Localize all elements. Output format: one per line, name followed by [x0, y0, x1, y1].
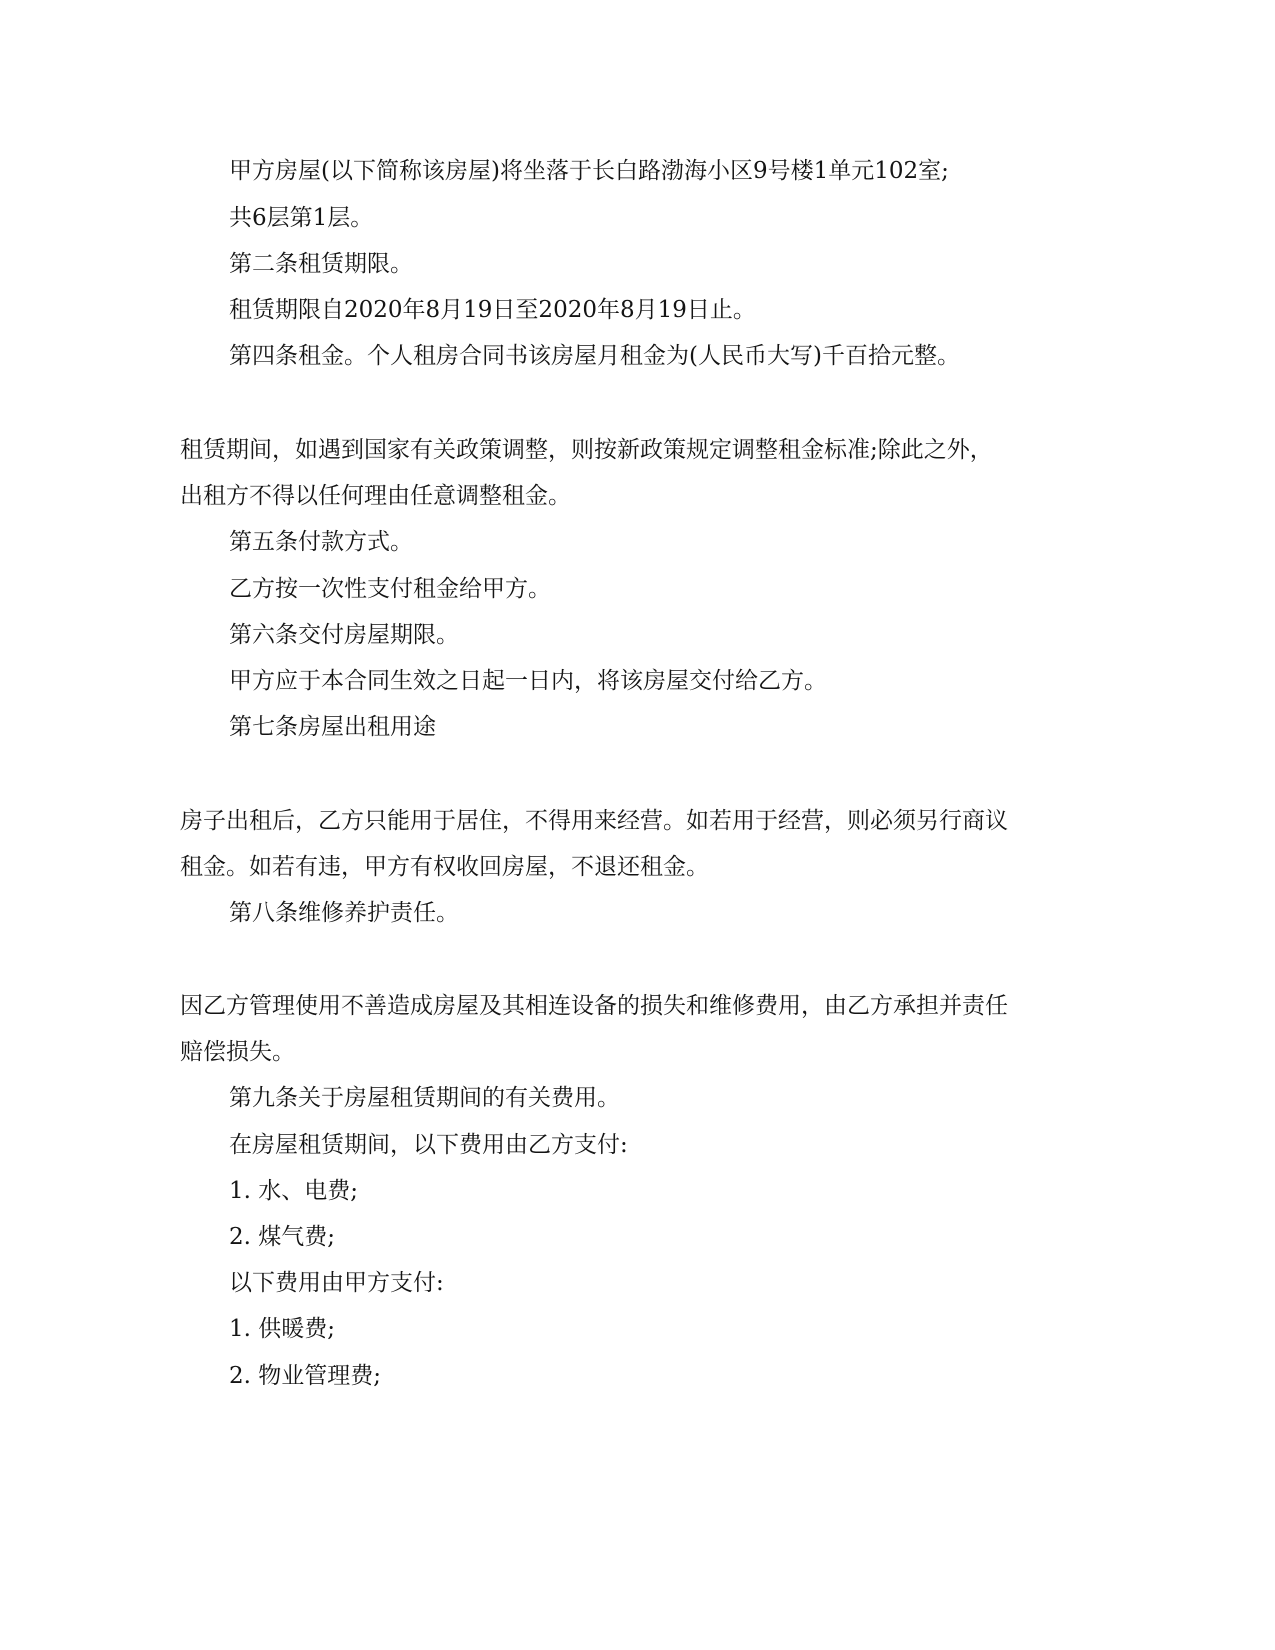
text-line: 共6层第1层。: [229, 205, 374, 231]
text-line: 因乙方管理使用不善造成房屋及其相连设备的损失和维修费用，由乙方承担并责任: [180, 993, 1008, 1019]
text-line: 第九条关于房屋租赁期间的有关费用。: [229, 1085, 620, 1111]
text-line: 1. 水、电费;: [229, 1178, 359, 1204]
text-line: 第二条租赁期限。: [229, 251, 413, 277]
text-line: 出租方不得以任何理由任意调整租金。: [180, 483, 571, 509]
text-line: 甲方房屋(以下简称该房屋)将坐落于长白路渤海小区9号楼1单元102室;: [229, 158, 949, 184]
text-line: 以下费用由甲方支付:: [229, 1270, 444, 1296]
text-line: 在房屋租赁期间，以下费用由乙方支付:: [229, 1132, 628, 1158]
text-line: 租赁期间，如遇到国家有关政策调整，则按新政策规定调整租金标准;除此之外，: [180, 437, 993, 463]
text-line: 赔偿损失。: [180, 1039, 295, 1065]
text-line: 第七条房屋出租用途: [229, 714, 436, 740]
text-line: 房子出租后，乙方只能用于居住，不得用来经营。如若用于经营，则必须另行商议: [180, 808, 1008, 834]
text-line: 第四条租金。个人租房合同书该房屋月租金为(人民币大写)千百拾元整。: [229, 343, 960, 369]
text-line: 第八条维修养护责任。: [229, 900, 459, 926]
text-line: 1. 供暖费;: [229, 1316, 336, 1342]
text-line: 甲方应于本合同生效之日起一日内，将该房屋交付给乙方。: [229, 668, 827, 694]
text-line: 2. 物业管理费;: [229, 1363, 382, 1389]
text-line: 租赁期限自2020年8月19日至2020年8月19日止。: [229, 297, 756, 323]
text-line: 第五条付款方式。: [229, 529, 413, 555]
text-line: 第六条交付房屋期限。: [229, 622, 459, 648]
text-line: 2. 煤气费;: [229, 1224, 336, 1250]
text-line: 乙方按一次性支付租金给甲方。: [229, 576, 551, 602]
text-line: 租金。如若有违，甲方有权收回房屋，不退还租金。: [180, 854, 709, 880]
